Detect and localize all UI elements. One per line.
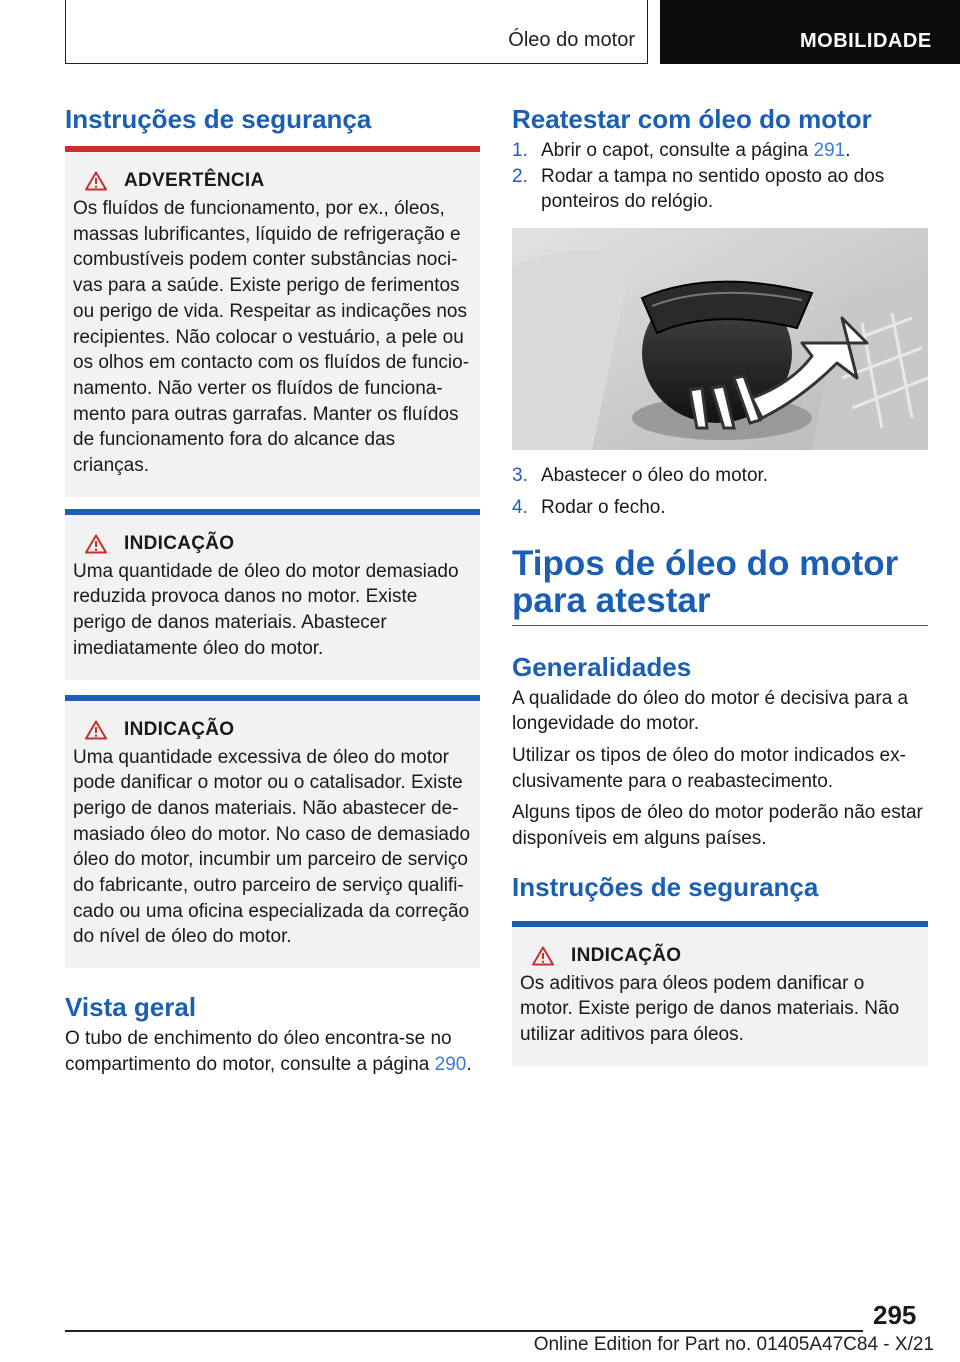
warning-box bbox=[65, 146, 480, 497]
step-text: Rodar a tampa no sentido oposto ao dos ponteiros do relógio. bbox=[541, 165, 885, 213]
list-item bbox=[512, 138, 928, 164]
step-text: Rodar o fecho. bbox=[541, 496, 666, 518]
page-link-291[interactable]: 291 bbox=[813, 140, 846, 161]
warning-triangle-icon bbox=[532, 946, 554, 966]
notice-box-1-header bbox=[85, 533, 472, 555]
notice-label: INDICAÇÃO bbox=[571, 944, 682, 966]
step-text-end: . bbox=[845, 140, 851, 161]
notice-text: Uma quantidade excessiva de óleo do motor pode danificar o motor ou o catalisador. Existe perigo de danos materiais. Não abastecer de-masiado óleo do motor. No caso de demasiado óleo do motor, incumbir um parceiro de serviço do fabricante, outro parceiro de serviço qualifi-cado ou uma oficina especializada da correção do nível de óleo do motor. bbox=[73, 746, 471, 948]
warning-label: ADVERTÊNCIA bbox=[124, 170, 265, 191]
notice-box-1 bbox=[65, 509, 480, 680]
overview-text-body: O tubo de enchimento do óleo encontra-se no compartimento do motor, consulte a página bbox=[65, 1028, 452, 1075]
notice-label: INDICAÇÃO bbox=[124, 532, 235, 554]
list-item bbox=[512, 463, 928, 489]
general-heading: Generalidades bbox=[512, 651, 692, 682]
right-column bbox=[512, 100, 928, 1066]
warning-triangle-icon bbox=[85, 720, 107, 740]
chapter-heading-line2: para atestar bbox=[512, 580, 711, 620]
step-number: 4. bbox=[512, 496, 528, 518]
oil-cap-photo bbox=[512, 228, 928, 450]
page-link-290[interactable]: 290 bbox=[434, 1053, 467, 1075]
notice-box-3 bbox=[512, 921, 928, 1066]
overview-text bbox=[65, 1026, 480, 1077]
step-number: 2. bbox=[512, 165, 528, 187]
general-paragraph-2: Utilizar os tipos de óleo do motor indicados ex-clusivamente para o reabastecimento. bbox=[512, 744, 906, 792]
list-item bbox=[512, 164, 928, 215]
notice-box-3-header bbox=[532, 945, 920, 967]
safety-heading: Instruções de segurança bbox=[65, 104, 372, 134]
notice-label: INDICAÇÃO bbox=[124, 718, 235, 740]
page-number: 295 bbox=[873, 1300, 917, 1330]
warning-triangle-icon bbox=[85, 171, 107, 191]
refill-heading: Reatestar com óleo do motor bbox=[512, 104, 872, 134]
notice-text: Uma quantidade de óleo do motor demasiado reduzida provoca danos no motor. Existe perigo de danos materiais. Abastecer imediatamente óleo do motor. bbox=[73, 560, 459, 659]
warning-text: Os fluídos de funcionamento, por ex., óleos, massas lubrificantes, líquido de refrigeração e combustíveis podem conter substâncias noci-vas para a saúde. Existe perigo de ferimentos ou perigo de vida. Respeitar as indicações nos recipientes. Não colocar o vestuário, a pele ou os olhos em contacto com os fluídos de funcio-namento. Não verter os fluídos de funciona-mento para outras garrafas. Manter os fluídos de funcionamento fora do alcance das crianças. bbox=[73, 198, 470, 477]
notice-box-2 bbox=[65, 695, 480, 969]
section-title: MOBILIDADE bbox=[800, 30, 932, 52]
refill-steps-a bbox=[512, 138, 928, 215]
step-number: 3. bbox=[512, 465, 528, 487]
chapter-heading-block bbox=[512, 545, 928, 626]
left-column bbox=[65, 100, 480, 1078]
overview-heading: Vista geral bbox=[65, 992, 197, 1023]
header-chapter-tab bbox=[65, 0, 648, 64]
footer-divider bbox=[65, 1330, 863, 1332]
step-number: 1. bbox=[512, 140, 528, 161]
header-section-tab bbox=[660, 0, 960, 64]
list-item bbox=[512, 495, 928, 521]
warning-triangle-icon bbox=[85, 534, 107, 554]
oil-cap-illustration bbox=[512, 228, 928, 450]
step-text bbox=[541, 138, 851, 164]
chapter-heading-line1: Tipos de óleo do motor bbox=[512, 543, 899, 583]
general-paragraph-1: A qualidade do óleo do motor é decisiva para a longevidade do motor. bbox=[512, 687, 909, 735]
safety-heading-right: Instruções de segurança bbox=[512, 871, 819, 902]
notice-text: Os aditivos para óleos podem danificar o motor. Existe perigo de danos materiais. Não utilizar aditivos para óleos. bbox=[520, 972, 900, 1046]
overview-text-end: . bbox=[466, 1053, 472, 1075]
step-text-body: Abrir o capot, consulte a página bbox=[541, 140, 814, 161]
notice-box-2-header bbox=[85, 719, 472, 741]
footer-edition: Online Edition for Part no. 01405A47C84 - X/21 bbox=[533, 1334, 934, 1355]
refill-steps-b bbox=[512, 463, 928, 520]
warning-box-header bbox=[85, 170, 472, 192]
chapter-title: Óleo do motor bbox=[508, 29, 635, 51]
step-text: Abastecer o óleo do motor. bbox=[541, 465, 769, 487]
general-paragraph-3: Alguns tipos de óleo do motor poderão não estar disponíveis em alguns países. bbox=[512, 802, 923, 850]
